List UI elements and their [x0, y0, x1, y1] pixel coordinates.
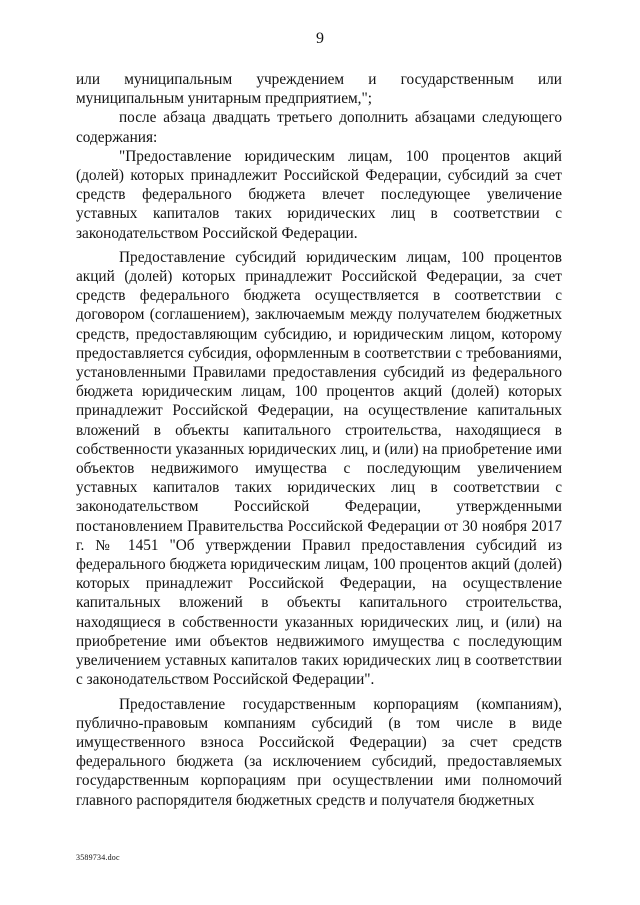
paragraph-continuation: или муниципальным учреждением и государственным или муниципальным унитарным предприятием,"; [76, 71, 562, 108]
paragraph-quoted-subsidies-capital: "Предоставление юридическим лицам, 100 процентов акций (долей) которых принадлежит Российской Федерации, субсидий за счет средств федерального бюджета влечет последующее увеличение уставных капиталов таких юридических лиц в соответствии с законодательством Российской Федерации. [76, 147, 562, 242]
paragraph-state-corporations: Предоставление государственным корпорациям (компаниям), публично-правовым компаниям субсидий (в том числе в виде имущественного взноса Российской Федерации) за счет средств федерального бюджета (за исключением субсидий, предоставляемых государственным корпорациям при осуществлении ими полномочий главного распорядителя бюджетных средств и получателя бюджетных [76, 695, 562, 809]
paragraph-amendment-instruction: после абзаца двадцать третьего дополнить абзацами следующего содержания: [76, 109, 562, 146]
page-number: 9 [316, 30, 324, 47]
footer-document-id: 3589734.doc [76, 853, 120, 862]
document-body [76, 70, 562, 810]
paragraph-subsidies-agreement: Предоставление субсидий юридическим лицам, 100 процентов акций (долей) которых принадлежит Российской Федерации, за счет средств федерального бюджета осуществляется в соответствии с договором (соглашением), заключаемым между получателем бюджетных средств, предоставляющим субсидию, и юридическим лицом, которому предоставляется субсидия, оформленным в соответствии с требованиями, установленными Правилами предоставления субсидий из федерального бюджета юридическим лицам, 100 процентов акций (долей) которых принадлежит Российской Федерации, на осуществление капитальных вложений в объекты капитального строительства, находящиеся в собственности указанных юридических лиц, и (или) на приобретение ими объектов недвижимого имущества с последующим увеличением уставных капиталов таких юридических лиц в соответствии с законодательством Российской Федерации, утвержденными постановлением Правительства Российской Федерации от 30 ноября 2017 г. № 1451 "Об утверждении Правил предоставления субсидий из федерального бюджета юридическим лицам, 100 процентов акций (долей) которых принадлежит Российской Федерации, на осуществление капитальных вложений в объекты капитального строительства, находящиеся в собственности указанных юридических лиц, и (или) на приобретение ими объектов недвижимого имущества с последующим увеличением уставных капиталов таких юридических лиц в соответствии с законодательством Российской Федерации". [76, 248, 562, 689]
